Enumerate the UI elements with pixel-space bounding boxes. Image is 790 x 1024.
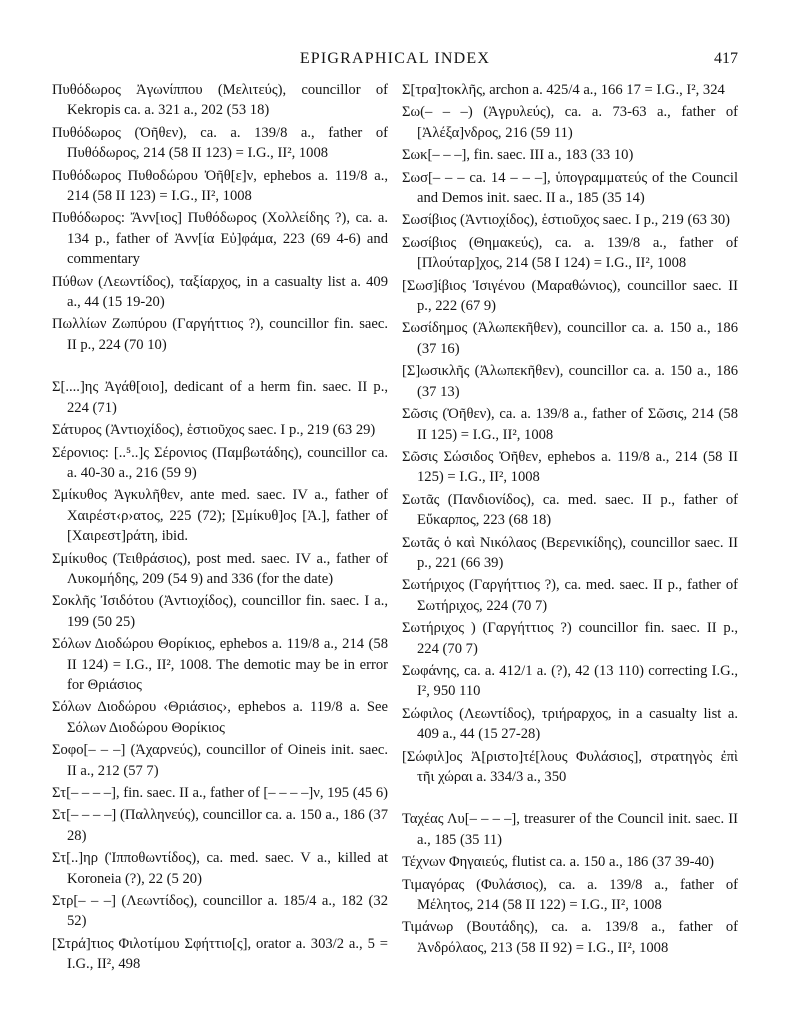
- index-entry: Τέχνων Φηγαιεύς, flutist ca. a. 150 a., 186 (37 39-40): [402, 854, 714, 871]
- index-entry: Σωσίδημος (Ἀλωπεκῆθεν), councillor ca. a. 150 a., 186 (37 16): [402, 320, 738, 357]
- index-entry: Σωκ[– – –], fin. saec. III a., 183 (33 10): [402, 147, 634, 164]
- running-head: [52, 50, 738, 80]
- index-entry: Πύθων (Λεωντίδος), ταξίαρχος, in a casualty list a. 409 a., 44 (15 19-20): [52, 273, 388, 311]
- index-entry: [Σ]ωσικλῆς (Ἀλωπεκῆθεν), councillor ca. a. 150 a., 186 (37 13): [402, 363, 738, 400]
- index-entry: Σώφιλος (Λεωντίδος), τριήραρχος, in a casualty list a. 409 a., 44 (15 27-28): [402, 705, 738, 743]
- index-entry: [Σωσ]ίβιος Ἰσιγένου (Μαραθώνιος), councillor saec. II p., 222 (67 9): [402, 277, 738, 315]
- index-entry: Πυθόδωρος Ἀγωνίππου (Μελιτεύς), councillor of Kekropis ca. a. 321 a., 202 (53 18): [52, 82, 388, 119]
- index-entry: Ταχέας Λυ[– – – –], treasurer of the Council init. saec. II a., 185 (35 11): [402, 811, 738, 848]
- index-entry: Σωφάνης, ca. a. 412/1 a. (?), 42 (13 110) correcting I.G., I², 950 110: [402, 662, 738, 700]
- right-column: [402, 80, 738, 977]
- index-entry: Σάτυρος (Ἀντιοχίδος), ἑστιοῦχος saec. I p., 219 (63 29): [52, 422, 376, 439]
- index-entry: Τιμάνωρ (Βουτάδης), ca. a. 139/8 a., father of Ἀνδρόλαος, 213 (58 II 92) = I.G., II², 1008: [402, 919, 738, 956]
- index-entry: Πυθόδωρος (Ὀῆθεν), ca. a. 139/8 a., father of Πυθόδωρος, 214 (58 II 123) = I.G., II², 1008: [52, 124, 388, 162]
- index-entry: Σωσ[– – – ca. 14 – – –], ὑπογραμματεύς of the Council and Demos init. saec. II a., 185 (35 14): [402, 169, 738, 207]
- index-entry: Σωσίβιος (Ἀντιοχίδος), ἑστιοῦχος saec. I p., 219 (63 30): [402, 212, 731, 229]
- index-entry: Σωτᾶς ὁ καὶ Νικόλαος (Βερενικίδης), councillor saec. II p., 221 (66 39): [402, 534, 738, 571]
- index-entry: Σ[....]ης Ἀγάθ[οιο], dedicant of a herm fin. saec. II p., 224 (71): [52, 379, 388, 416]
- left-column: [52, 80, 388, 977]
- index-entry: Σωτήριχος ) (Γαργήττιος ?) councillor fin. saec. II p., 224 (70 7): [402, 620, 738, 657]
- index-entry: Σῶσις Σώσιδος Ὀῆθεν, ephebos a. 119/8 a., 214 (58 II 125) = I.G., II², 1008: [402, 448, 738, 486]
- index-entry: Σοφο[– – –] (Ἀχαρνεύς), councillor of Oineis init. saec. II a., 212 (57 7): [52, 742, 388, 779]
- index-entry: Σωτήριχος (Γαργήττιος ?), ca. med. saec. II p., father of Σωτήριχος, 224 (70 7): [402, 577, 738, 614]
- index-entry: Σοκλῆς Ἰσιδότου (Ἀντιοχίδος), councillor fin. saec. I a., 199 (50 25): [52, 593, 388, 630]
- index-entry: Πωλλίων Ζωπύρου (Γαργήττιος ?), councillor fin. saec. II p., 224 (70 10): [52, 316, 388, 353]
- index-entry: Πυθόδωρος Πυθοδώρου Ὀῆθ[ε]ν, ephebos a. 119/8 a., 214 (58 II 123) = I.G., II², 1008: [52, 167, 388, 205]
- index-entry: Στ[– – – –] (Παλληνεύς), councillor ca. a. 150 a., 186 (37 28): [52, 807, 388, 844]
- page-title: EPIGRAPHICAL INDEX: [299, 50, 491, 67]
- index-entry: Στ[..]ηρ (Ἱπποθωντίδος), ca. med. saec. V a., killed at Koroneia (?), 22 (5 20): [52, 850, 388, 887]
- index-entry: Σόλων Διοδώρου Θορίκιος, ephebos a. 119/8 a., 214 (58 II 124) = I.G., II², 1008. The demotic may be in error for Θριάσιος: [52, 636, 388, 693]
- index-entry: Σόλων Διοδώρου ‹Θριάσιος›, ephebos a. 119/8 a. See Σόλων Διοδώρου Θορίκιος: [52, 699, 388, 736]
- index-columns: [52, 80, 738, 977]
- index-entry: Σμίκυθος (Τειθράσιος), post med. saec. IV a., father of Λυκομήδης, 209 (54 9) and 336 (for the date): [52, 550, 388, 587]
- index-entry: Πυθόδωρος: Ἄνν[ιος] Πυθόδωρος (Χολλείδης ?), ca. a. 134 p., father of Ἀνν[ία Εὐ]φάμα, 223 (69 4-6) and commentary: [52, 210, 388, 268]
- index-entry: [Σώφιλ]ος Ἀ[ριστο]τέ[λους Φυλάσιος], στρατηγὸς ἐπὶ τῆι χώραι a. 334/3 a., 350: [402, 748, 738, 785]
- index-entry: Στρ[– – –] (Λεωντίδος), councillor a. 185/4 a., 182 (32 52): [52, 893, 388, 930]
- page-number: 417: [714, 50, 738, 67]
- index-entry: Τιμαγόρας (Φυλάσιος), ca. a. 139/8 a., father of Μέλητος, 214 (58 II 122) = I.G., II², 1008: [402, 876, 738, 914]
- index-entry: Σ[τρα]τοκλῆς, archon a. 425/4 a., 166 17 = I.G., I², 324: [402, 82, 725, 98]
- index-entry: Σέρονιος: [..⁵..]ς Σέρονιος (Παμβωτάδης), councillor ca. a. 40-30 a., 216 (59 9): [52, 444, 388, 481]
- index-entry: [Στρά]τιος Φιλοτίμου Σφήττιο[ς], orator a. 303/2 a., 5 = I.G., II², 498: [52, 935, 388, 973]
- index-entry: Σμίκυθος Ἀγκυλῆθεν, ante med. saec. IV a., father of Χαιρέστ‹ρ›ατος, 225 (72); [Σμίκυθ]ος [Ἀ.], father of [Χαιρεστ]ράτη, ibid.: [52, 487, 388, 545]
- index-entry: Σωσίβιος (Θημακεύς), ca. a. 139/8 a., father of [Πλούταρ]χος, 214 (58 I 124) = I.G., II², 1008: [402, 234, 738, 272]
- index-entry: Σωτᾶς (Πανδιονίδος), ca. med. saec. II p., father of Εὔκαρπος, 223 (68 18): [402, 491, 738, 529]
- index-entry: Σω(– – –) (Ἀγρυλεύς), ca. a. 73-63 a., father of [Ἀλέξα]νδρος, 216 (59 11): [402, 104, 738, 141]
- index-entry: Σῶσις (Ὀῆθεν), ca. a. 139/8 a., father of Σῶσις, 214 (58 II 125) = I.G., II², 1008: [402, 406, 738, 443]
- index-entry: Στ[– – – –], fin. saec. II a., father of [– – – –]ν, 195 (45 6): [52, 785, 388, 801]
